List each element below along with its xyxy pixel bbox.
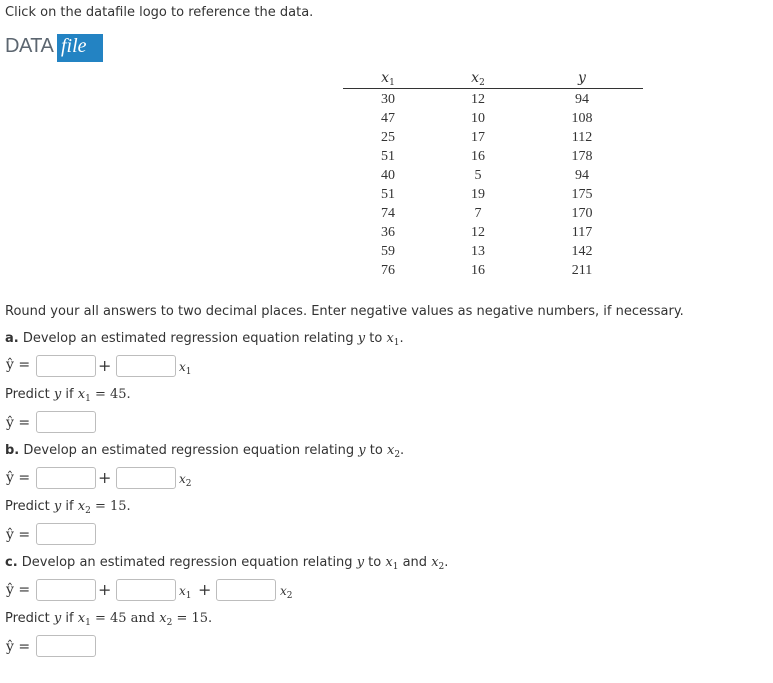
part-b-intercept-input[interactable] — [36, 467, 96, 489]
var-x2: $x_2$ — [179, 472, 192, 489]
instruction-text: Click on the datafile logo to reference the data. — [5, 5, 314, 20]
cell-x1: 30 — [381, 92, 395, 107]
cell-y: 117 — [571, 225, 593, 240]
yhat-label-b-predict: ŷ = — [6, 527, 31, 543]
cell-x2: 17 — [471, 130, 485, 145]
logo-file-text: file — [61, 35, 87, 57]
cell-x2: 7 — [474, 206, 482, 221]
logo-data-text: DATA — [5, 35, 54, 57]
cell-x1: 74 — [381, 206, 395, 221]
cell-y: 211 — [571, 263, 593, 278]
part-b-predict-input[interactable] — [36, 523, 96, 545]
yhat-label-c: ŷ = — [6, 582, 31, 598]
cell-x2: 12 — [471, 225, 485, 240]
part-c-intercept-input[interactable] — [36, 579, 96, 601]
cell-y: 112 — [571, 130, 593, 145]
header-x2: $x_2$ — [471, 70, 485, 88]
cell-y: 178 — [571, 149, 593, 164]
cell-x2: 12 — [471, 92, 485, 107]
yhat-label-c-predict: ŷ = — [6, 639, 31, 655]
part-c-x1-coef-input[interactable] — [116, 579, 176, 601]
part-a-predict-text: Predict y if $x_1 = 45$. — [5, 387, 131, 404]
part-b-prompt: b. Develop an estimated regression equation relating y to $x_2$. — [5, 443, 405, 460]
part-a-intercept-input[interactable] — [36, 355, 96, 377]
header-x1: $x_1$ — [381, 70, 395, 88]
cell-y: 175 — [571, 187, 593, 202]
part-a-predict-input[interactable] — [36, 411, 96, 433]
cell-y: 94 — [575, 92, 589, 107]
cell-x1: 59 — [381, 244, 395, 259]
yhat-label-a: ŷ = — [6, 357, 31, 373]
part-b-slope-input[interactable] — [116, 467, 176, 489]
var-x1: $x_1$ — [179, 584, 192, 601]
var-x1: $x_1$ — [179, 360, 192, 377]
cell-x1: 25 — [381, 130, 395, 145]
var-x2: $x_2$ — [280, 584, 293, 601]
cell-x1: 47 — [381, 111, 395, 126]
part-a-prompt: a. Develop an estimated regression equation relating y to $x_1$. — [5, 331, 404, 348]
part-c-predict-input[interactable] — [36, 635, 96, 657]
table-header-rule — [343, 88, 643, 89]
cell-x2: 13 — [471, 244, 485, 259]
cell-y: 108 — [571, 111, 593, 126]
cell-x2: 19 — [471, 187, 485, 202]
header-y: y — [578, 70, 586, 86]
part-c-prompt: c. Develop an estimated regression equation relating y to $x_1$ and $x_2$. — [5, 555, 449, 572]
plus-sign: + — [98, 580, 112, 599]
part-b-predict-text: Predict y if $x_2 = 15$. — [5, 499, 131, 516]
plus-sign: + — [98, 356, 112, 375]
cell-y: 94 — [575, 168, 589, 183]
cell-x2: 16 — [471, 263, 485, 278]
cell-y: 142 — [571, 244, 593, 259]
cell-x2: 5 — [474, 168, 482, 183]
cell-x2: 10 — [471, 111, 485, 126]
cell-x1: 51 — [381, 187, 395, 202]
rounding-note: Round your all answers to two decimal places. Enter negative values as negative numbers, if necessary. — [5, 304, 684, 319]
cell-x2: 16 — [471, 149, 485, 164]
cell-x1: 51 — [381, 149, 395, 164]
cell-x1: 76 — [381, 263, 395, 278]
part-a-slope-input[interactable] — [116, 355, 176, 377]
plus-sign: + — [98, 468, 112, 487]
logo-file-box — [57, 34, 103, 62]
cell-x1: 40 — [381, 168, 395, 183]
cell-y: 170 — [571, 206, 593, 221]
yhat-label-a-predict: ŷ = — [6, 415, 31, 431]
cell-x1: 36 — [381, 225, 395, 240]
yhat-label-b: ŷ = — [6, 470, 31, 486]
plus-sign: + — [198, 580, 212, 599]
part-c-x2-coef-input[interactable] — [216, 579, 276, 601]
part-c-predict-text: Predict y if $x_1 = 45$ and $x_2 = 15$. — [5, 611, 213, 628]
